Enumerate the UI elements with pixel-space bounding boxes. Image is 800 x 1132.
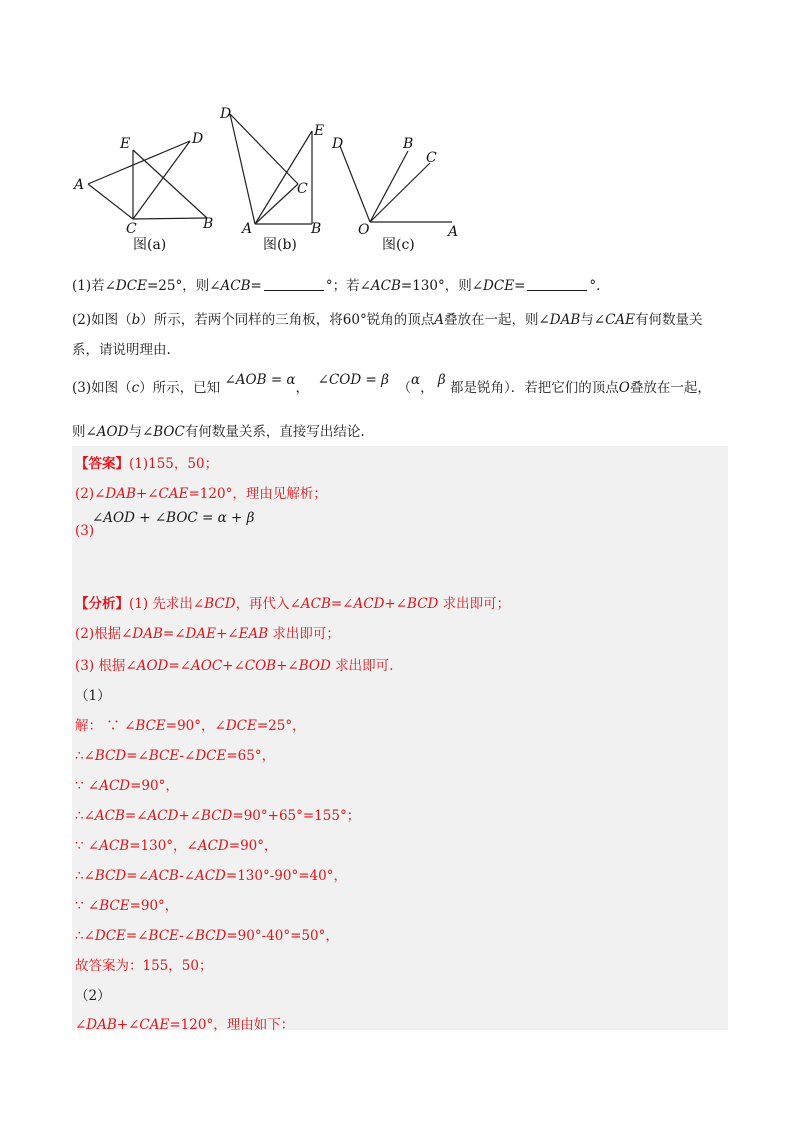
solution-line-1: 解： ∵ ∠BCE=90°，∠DCE=25°， <box>75 718 306 734</box>
solution-line-4: ∴∠ACB=∠ACD+∠BCD=90°+65°=155°； <box>75 808 361 824</box>
question-3-line-1: (3)如图（c）所示，已知 ∠AOB = α， ∠COD = β （α， β 都是锐角）．若把它们的顶点O叠放在一起， <box>72 372 711 396</box>
geometry-figures <box>70 96 470 256</box>
solution-line-8: ∴∠DCE=∠BCE-∠BCD=90°-40°=50°， <box>75 928 339 944</box>
answer-line-1: 【答案】(1)155，50； <box>75 456 219 472</box>
solution-line-7: ∵ ∠BCE=90°， <box>75 898 179 914</box>
fig-a-label-b: B <box>203 216 214 232</box>
figures <box>70 96 470 256</box>
fig-c-label-o: O <box>358 222 370 238</box>
fig-a-label-c: C <box>126 221 137 237</box>
solution-line-3: ∵ ∠ACD=90°， <box>75 778 179 794</box>
fig-a-label-d: D <box>192 131 204 147</box>
fig-b-label-d: D <box>220 106 232 122</box>
solution-line-6: ∴∠BCD=∠ACB-∠ACD=130°-90°=40°， <box>75 868 347 884</box>
fig-c-label-a: A <box>448 224 459 240</box>
solution-part-2: （2） <box>75 988 111 1004</box>
fig-a-label-a: A <box>74 177 85 193</box>
answer-blank-2[interactable] <box>527 277 587 291</box>
answer-line-3: (3) <box>75 523 95 539</box>
analysis-line-3: (3) 根据∠AOD=∠AOC+∠COB+∠BOD 求出即可. <box>75 658 394 674</box>
fig-b-label-e: E <box>314 123 325 139</box>
fig-c-label-d: D <box>332 136 344 152</box>
solution-line-9: 故答案为：155，50； <box>75 958 213 974</box>
question-1: (1)若∠DCE=25°，则∠ACB= °；若∠ACB=130°，则∠DCE= °. <box>72 278 601 294</box>
solution-line-5: ∵ ∠ACB=130°，∠ACD=90°， <box>75 838 278 854</box>
solution-part-1: （1） <box>75 688 111 704</box>
analysis-line-1: 【分析】(1) 先求出∠BCD，再代入∠ACB=∠ACD+∠BCD 求出即可； <box>75 596 511 612</box>
fig-b-label-c: C <box>297 181 308 197</box>
fig-a-caption: 图(a) <box>133 237 167 253</box>
analysis-line-2: (2)根据∠DAB=∠DAE+∠EAB 求出即可； <box>75 626 340 642</box>
answer-line-2: (2)∠DAB+∠CAE=120°，理由见解析； <box>75 486 327 502</box>
solution-line-2: ∴∠BCD=∠BCE-∠DCE=65°， <box>75 748 276 764</box>
fig-a-label-e: E <box>120 136 131 152</box>
solution-line-10: ∠DAB+∠CAE=120°，理由如下： <box>75 1017 295 1033</box>
answer-line-3-formula: ∠AOD + ∠BOC = α + β <box>92 510 255 526</box>
answer-blank-1[interactable] <box>264 277 324 291</box>
fig-b-label-b: B <box>311 221 322 237</box>
question-2-line-1: (2)如图（b）所示，若两个同样的三角板，将60°锐角的顶点A叠放在一起，则∠DAB与∠CAE有何数量关 <box>72 312 703 328</box>
fig-b-caption: 图(b) <box>263 237 297 253</box>
question-3-line-2: 则∠AOD与∠BOC有何数量关系，直接写出结论. <box>72 424 365 440</box>
fig-b-label-a: A <box>242 221 253 237</box>
fig-c-label-c: C <box>426 150 437 166</box>
fig-c-caption: 图(c) <box>382 237 415 253</box>
fig-c-label-b: B <box>403 136 414 152</box>
question-2-line-2: 系，请说明理由. <box>72 342 171 358</box>
